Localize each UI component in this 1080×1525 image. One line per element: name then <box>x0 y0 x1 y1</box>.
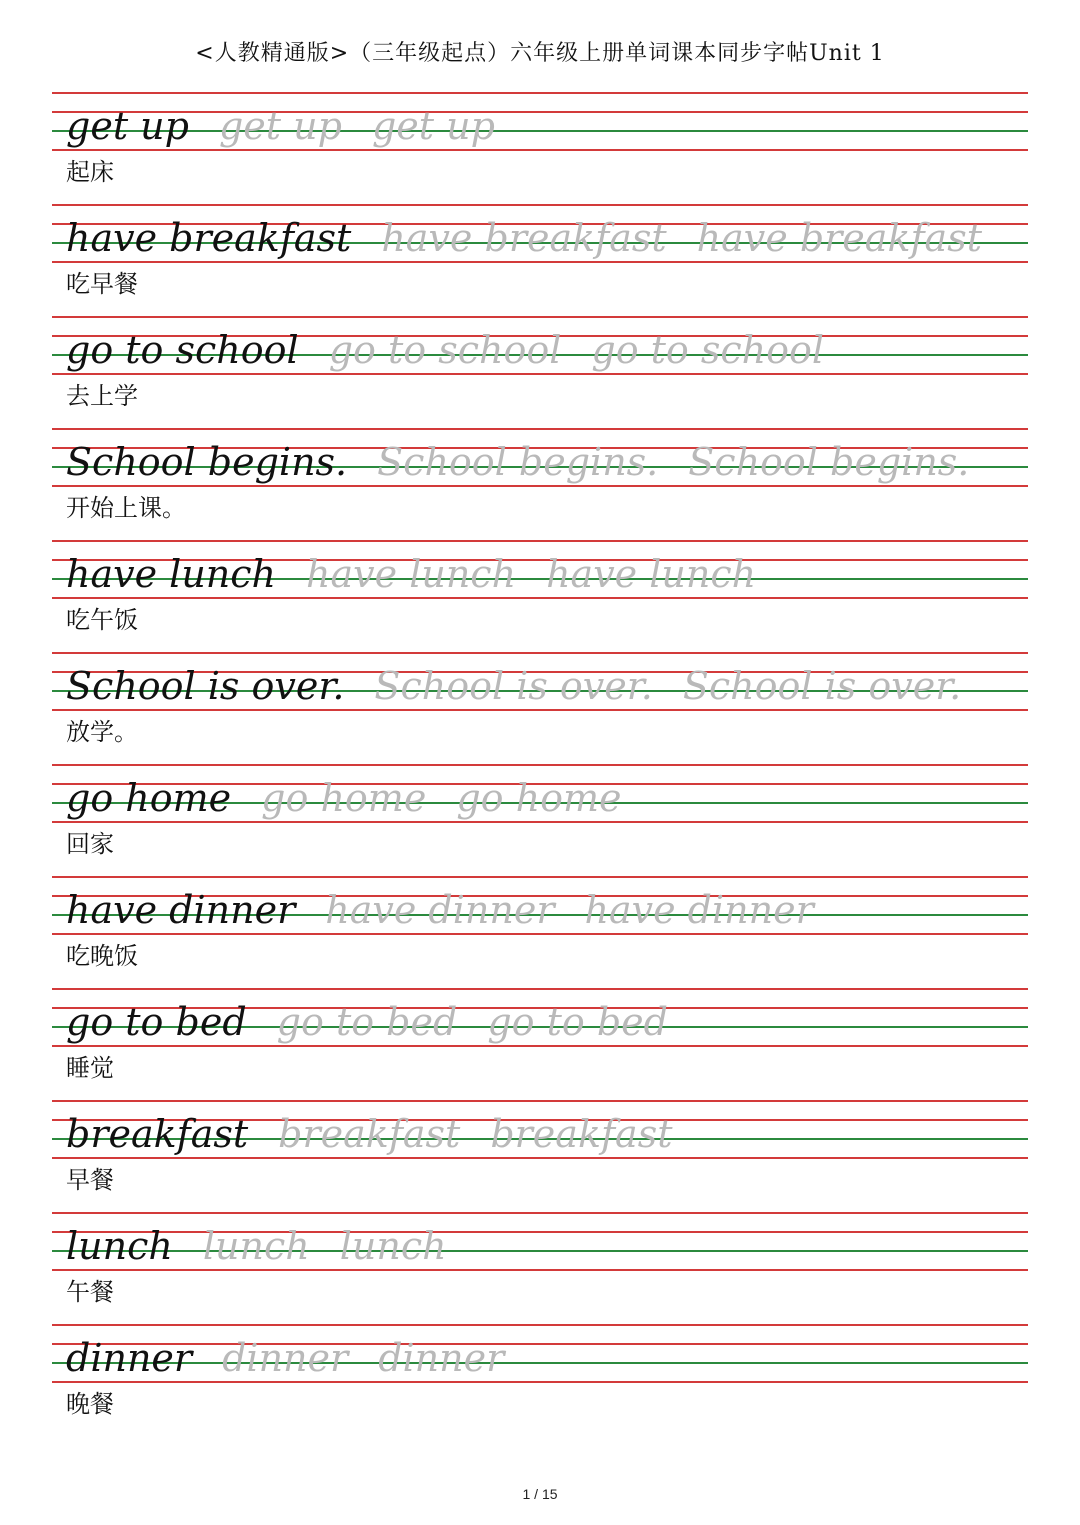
trace-word: get up <box>371 104 495 148</box>
vocab-entry <box>52 428 1028 540</box>
chinese-meaning: 晚餐 <box>66 1390 114 1418</box>
vocab-entry <box>52 540 1028 652</box>
vocab-word: dinner <box>66 1336 193 1380</box>
vocab-entry <box>52 1324 1028 1436</box>
vocab-word: School begins. <box>66 440 348 484</box>
trace-word: go home <box>261 776 427 820</box>
word-row <box>66 764 621 824</box>
vocab-word: go to school <box>66 328 299 372</box>
chinese-meaning: 吃晚饭 <box>66 942 138 970</box>
vocab-word: lunch <box>66 1224 173 1268</box>
trace-word: go to bed <box>487 1000 668 1044</box>
trace-word: have lunch <box>546 552 757 596</box>
word-row <box>66 428 969 488</box>
vocab-entry <box>52 988 1028 1100</box>
chinese-meaning: 放学。 <box>66 718 138 746</box>
page-title: <人教精通版>（三年级起点）六年级上册单词课本同步字帖Unit 1 <box>195 41 885 66</box>
word-row <box>66 1212 447 1272</box>
vocab-word: go to bed <box>66 1000 247 1044</box>
chinese-meaning: 早餐 <box>66 1166 114 1194</box>
trace-word: have dinner <box>325 888 555 932</box>
chinese-meaning: 起床 <box>66 158 114 186</box>
trace-word: breakfast <box>490 1112 673 1156</box>
chinese-meaning: 开始上课。 <box>66 494 186 522</box>
chinese-meaning: 午餐 <box>66 1278 114 1306</box>
trace-word: dinner <box>378 1336 505 1380</box>
trace-word: get up <box>218 104 342 148</box>
vocab-word: School is over. <box>66 664 345 708</box>
chinese-meaning: 去上学 <box>66 382 138 410</box>
trace-word: have dinner <box>584 888 814 932</box>
vocab-word: go home <box>66 776 232 820</box>
vocab-entry <box>52 92 1028 204</box>
trace-word: lunch <box>202 1224 310 1268</box>
vocab-word: have breakfast <box>66 216 352 260</box>
word-row <box>66 876 814 936</box>
trace-word: have breakfast <box>381 216 667 260</box>
trace-word: go to school <box>328 328 562 372</box>
trace-word: have lunch <box>306 552 517 596</box>
word-row <box>66 1324 504 1384</box>
trace-word: School begins. <box>377 440 659 484</box>
vocab-entry <box>52 316 1028 428</box>
word-row <box>66 204 982 264</box>
trace-word: lunch <box>339 1224 447 1268</box>
chinese-meaning: 吃午饭 <box>66 606 138 634</box>
trace-word: have breakfast <box>696 216 982 260</box>
trace-word: School is over. <box>682 664 962 708</box>
word-row <box>66 652 961 712</box>
word-row <box>66 316 824 376</box>
trace-word: dinner <box>222 1336 349 1380</box>
vocab-word: breakfast <box>66 1112 249 1156</box>
chinese-meaning: 睡觉 <box>66 1054 114 1082</box>
vocab-entry <box>52 204 1028 316</box>
page-number: 1 / 15 <box>522 1486 558 1502</box>
trace-word: School is over. <box>374 664 653 708</box>
trace-word: breakfast <box>278 1112 461 1156</box>
vocab-word: have dinner <box>66 888 296 932</box>
vocab-entry <box>52 652 1028 764</box>
vocab-entry <box>52 764 1028 876</box>
word-row <box>66 540 756 600</box>
word-row <box>66 1100 672 1160</box>
word-row <box>66 92 495 152</box>
vocab-entry <box>52 1100 1028 1212</box>
vocab-word: have lunch <box>66 552 277 596</box>
chinese-meaning: 回家 <box>66 830 114 858</box>
chinese-meaning: 吃早餐 <box>66 270 138 298</box>
trace-word: School begins. <box>688 440 970 484</box>
trace-word: go to school <box>591 328 825 372</box>
vocab-entry <box>52 876 1028 988</box>
vocab-entry <box>52 1212 1028 1324</box>
word-row <box>66 988 668 1048</box>
vocab-word: get up <box>66 104 189 148</box>
trace-word: go home <box>456 776 622 820</box>
trace-word: go to bed <box>276 1000 458 1044</box>
